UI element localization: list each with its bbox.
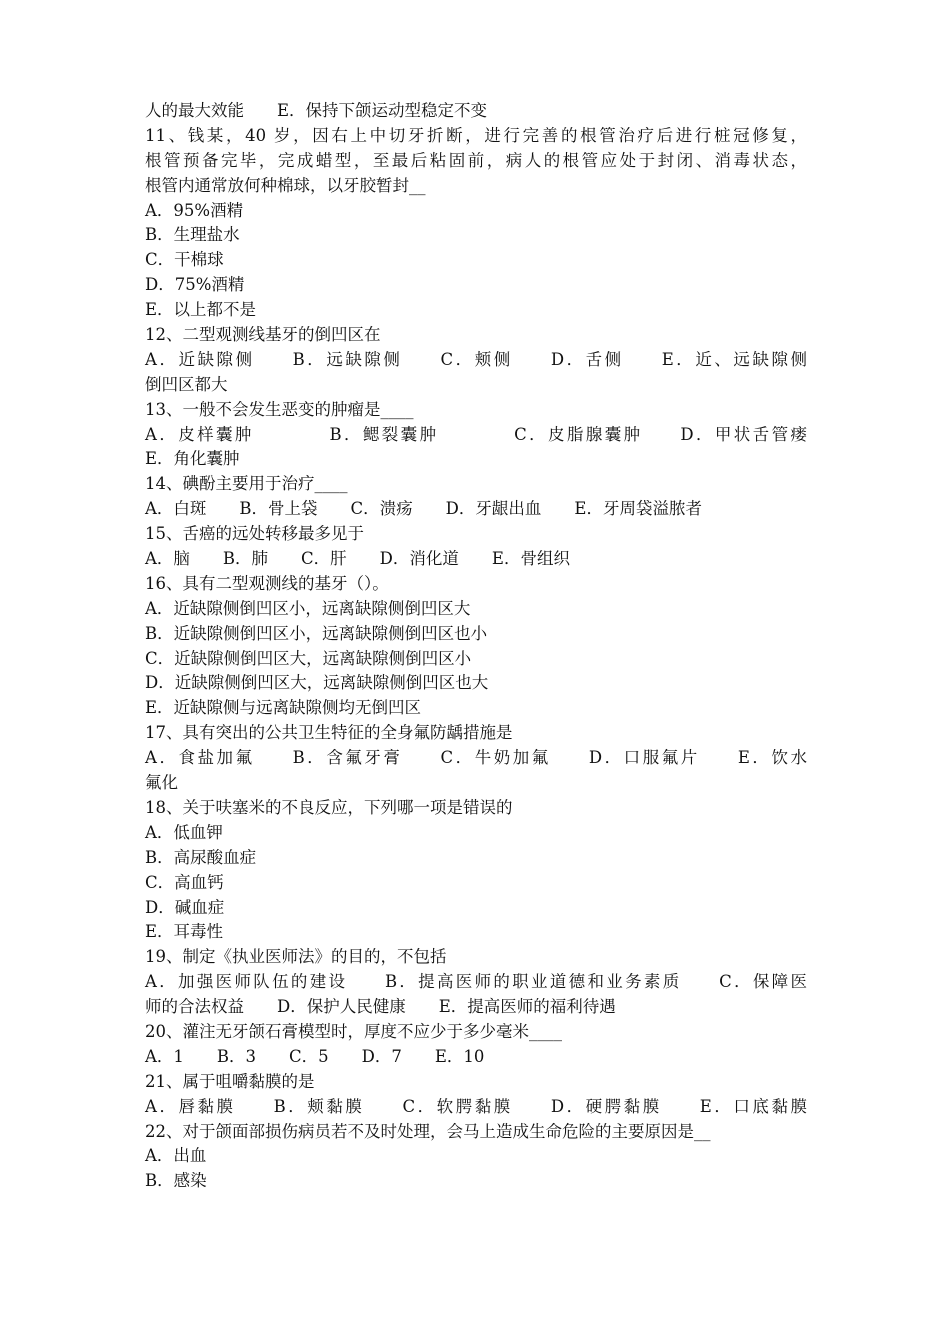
text-line: D．75%酒精 — [145, 275, 245, 295]
text-line: 氟化 — [145, 773, 178, 793]
text-line: C．近缺隙侧倒凹区大，远离缺隙侧倒凹区小 — [145, 648, 472, 668]
text-line: 15、舌癌的远处转移最多见于 — [145, 524, 364, 544]
text-line: E．角化囊肿 — [145, 449, 240, 469]
text-line: 11、钱某，40 岁，因右上中切牙折断，进行完善的根管治疗后进行桩冠修复， — [145, 125, 807, 145]
text-line: 17、具有突出的公共卫生特征的全身氟防龋措施是 — [145, 723, 513, 743]
text-line: B．高尿酸血症 — [145, 847, 257, 867]
text-line: B．感染 — [145, 1171, 207, 1191]
text-line: E．以上都不是 — [145, 300, 257, 320]
text-line: 师的合法权益 D．保护人民健康 E．提高医师的福利待遇 — [145, 997, 616, 1017]
text-line: A．脑 B．肺 C．肝 D．消化道 E．骨组织 — [145, 549, 570, 569]
text-line: A．食盐加氟 B．含氟牙膏 C．牛奶加氟 D．口服氟片 E．饮水 — [145, 748, 807, 768]
text-line: 21、属于咀嚼黏膜的是 — [145, 1071, 315, 1091]
text-line: 22、对于颌面部损伤病员若不及时处理，会马上造成生命危险的主要原因是__ — [145, 1121, 711, 1141]
text-line: A．近缺隙侧倒凹区小，远离缺隙侧倒凹区大 — [145, 598, 471, 618]
text-line: A．1 B．3 C．5 D．7 E．10 — [145, 1046, 485, 1066]
text-line: 12、二型观测线基牙的倒凹区在 — [145, 325, 381, 345]
text-line: C．高血钙 — [145, 872, 224, 892]
text-line: A．白斑 B．骨上袋 C．溃疡 D．牙龈出血 E．牙周袋溢脓者 — [145, 499, 702, 519]
document-page — [145, 99, 807, 1194]
text-line: 人的最大效能 E．保持下颌运动型稳定不变 — [145, 101, 488, 120]
text-line: D．近缺隙侧倒凹区大，远离缺隙侧倒凹区也大 — [145, 673, 489, 693]
text-line: 19、制定《执业医师法》的目的，不包括 — [145, 947, 447, 967]
text-line: 根管内通常放何种棉球，以牙胶暂封__ — [145, 175, 426, 195]
text-line: A．唇黏膜 B．颊黏膜 C．软腭黏膜 D．硬腭黏膜 E．口底黏膜 — [145, 1096, 807, 1116]
text-line: 根管预备完毕，完成蜡型，至最后粘固前，病人的根管应处于封闭、消毒状态， — [145, 150, 807, 170]
text-line: A．近缺隙侧 B．远缺隙侧 C．颊侧 D．舌侧 E．近、远缺隙侧 — [145, 349, 807, 369]
text-line: D．碱血症 — [145, 897, 225, 917]
text-line: A．低血钾 — [145, 822, 223, 842]
text-line: B．生理盐水 — [145, 225, 240, 245]
text-line: 20、灌注无牙颌石膏模型时，厚度不应少于多少毫米____ — [145, 1021, 562, 1041]
text-line: A．95%酒精 — [145, 200, 244, 220]
text-line: E．耳毒性 — [145, 922, 224, 942]
text-line: C．干棉球 — [145, 250, 224, 270]
text-line: 18、关于呋塞米的不良反应，下列哪一项是错误的 — [145, 797, 513, 817]
text-line: 13、一般不会发生恶变的肿瘤是____ — [145, 399, 414, 419]
text-line: 16、具有二型观测线的基牙（）。 — [145, 573, 389, 593]
text-line: 倒凹区都大 — [145, 374, 228, 394]
text-line: A．加强医师队伍的建设 B．提高医师的职业道德和业务素质 C．保障医 — [145, 972, 807, 992]
text-line: A．皮样囊肿 B．鳃裂囊肿 C．皮脂腺囊肿 D．甲状舌管瘘 — [145, 424, 807, 444]
text-line: 14、碘酚主要用于治疗____ — [145, 474, 348, 494]
text-line: B．近缺隙侧倒凹区小，远离缺隙侧倒凹区也小 — [145, 623, 488, 643]
text-line: E．近缺隙侧与远离缺隙侧均无倒凹区 — [145, 698, 422, 718]
text-line: A．出血 — [145, 1146, 207, 1166]
